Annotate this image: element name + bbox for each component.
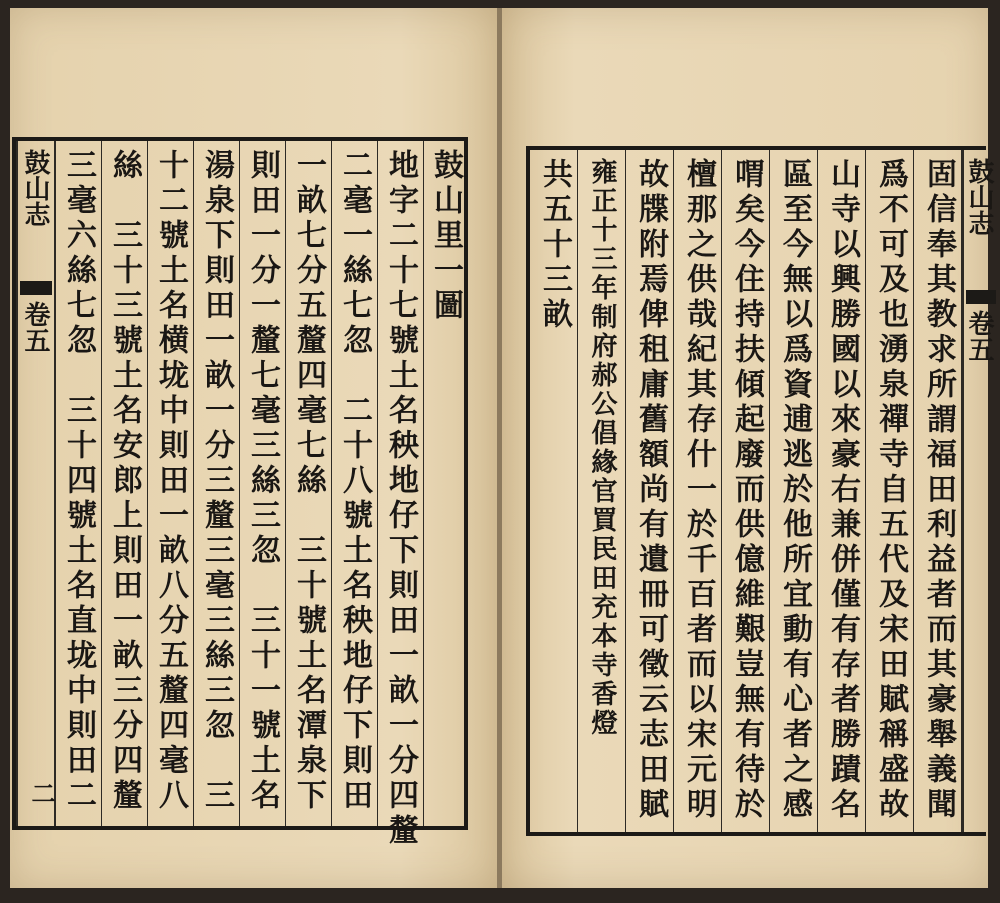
left-page-number: 二 <box>27 781 56 805</box>
text-column <box>286 141 332 826</box>
column-text: 絲 三十三號土名安郎上則田一畝三分四釐 <box>107 149 142 814</box>
column-text: 地字二十七號土名秧地仔下則田一畝一分四釐 <box>383 149 418 849</box>
text-column <box>578 150 626 832</box>
column-text: 爲不可及也湧泉禪寺自五代及宋田賦稱盛故 <box>873 158 908 823</box>
text-column <box>770 150 818 832</box>
column-text: 區至今無以爲資逋逃於他所宜動有心者之感 <box>777 158 812 823</box>
left-spine-title: 鼓山志 <box>20 149 50 227</box>
text-column <box>866 150 914 832</box>
text-column <box>722 150 770 832</box>
text-column <box>530 150 578 832</box>
column-text: 則田一分一釐七毫三絲三忽 三十一號土名 <box>245 149 280 814</box>
text-column-heading <box>424 141 468 826</box>
text-column <box>148 141 194 826</box>
column-text: 雍正十三年制府郝公倡緣官買民田充本寺香燈 <box>587 158 617 738</box>
left-page-frame <box>12 137 468 849</box>
text-column <box>240 141 286 826</box>
column-text: 湯泉下則田一畝一分三釐三毫三絲三忽 三 <box>199 149 234 814</box>
right-spine-title: 鼓山志 <box>964 158 994 236</box>
right-spine-column <box>962 150 998 832</box>
text-column <box>674 150 722 832</box>
section-heading: 鼓山里一圖 <box>428 149 463 324</box>
text-column <box>102 141 148 826</box>
column-text: 山寺以興勝國以來豪右兼併僅有存者勝蹟名 <box>825 158 860 823</box>
fishtail-mark <box>20 281 52 295</box>
column-text: 三毫六絲七忽 三十四號土名直垅中則田二 <box>61 149 96 814</box>
column-text: 二毫一絲七忽 二十八號土名秧地仔下則田 <box>337 149 372 814</box>
text-column <box>626 150 674 832</box>
text-column <box>378 141 424 849</box>
right-spine-volume: 卷五 <box>964 310 994 362</box>
column-text: 故牒附焉俾租庸舊額尚有遺冊可徵云志田賦 <box>633 158 668 823</box>
column-text: 檀那之供哉紀其存什一於千百者而以宋元明 <box>681 158 716 823</box>
text-column <box>194 141 240 826</box>
column-text: 固信奉其教求所謂福田利益者而其豪舉義聞 <box>921 158 956 823</box>
left-spine-column <box>16 141 56 826</box>
text-column <box>818 150 866 832</box>
right-page-frame <box>526 146 994 836</box>
text-column <box>56 141 102 826</box>
column-text: 一畝七分五釐四毫七絲 三十號土名潭泉下 <box>291 149 326 814</box>
left-spine-volume: 卷五 <box>20 301 50 353</box>
column-text: 喟矣今住持扶傾起廢而供億維艱豈無有待於 <box>729 158 764 823</box>
text-column <box>332 141 378 826</box>
column-text: 共五十三畝 <box>537 158 572 333</box>
fishtail-mark <box>966 290 996 304</box>
column-text: 十二號土名横垅中則田一畝八分五釐四毫八 <box>153 149 188 814</box>
text-column <box>914 150 962 832</box>
